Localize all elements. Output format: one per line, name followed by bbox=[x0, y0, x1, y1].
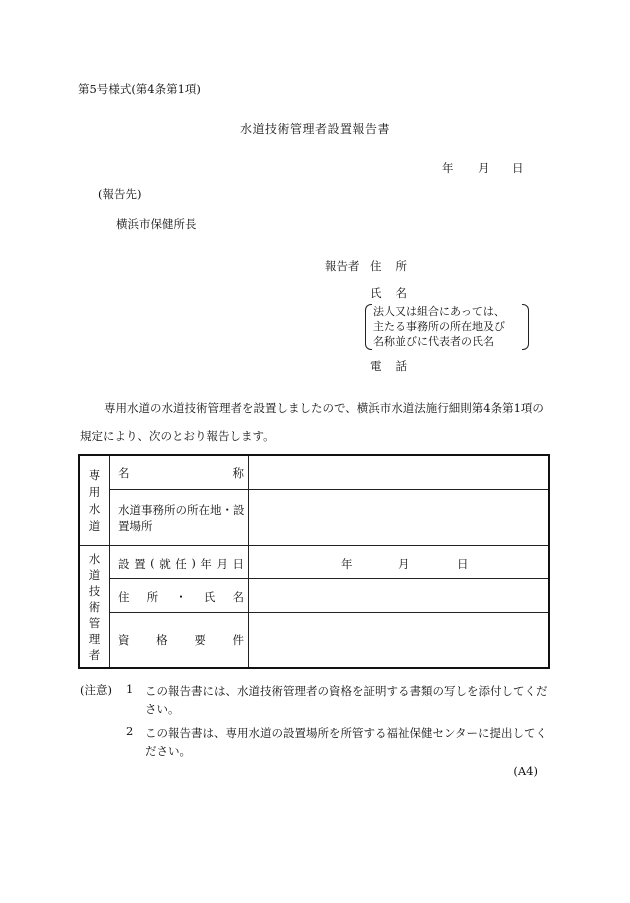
reporter-note-line: 主たる事務所の所在地及び bbox=[373, 320, 505, 333]
row-label-name: 名 称 bbox=[118, 466, 244, 480]
reporter-note-line: 名称並びに代表者の氏名 bbox=[373, 335, 494, 348]
reporter-phone-label: 電話 bbox=[370, 359, 421, 373]
group-label-water-tech-manager: 水 道 技 術 管 理 者 bbox=[88, 551, 101, 662]
notes-label: (注意) bbox=[80, 683, 112, 697]
paper-size-label: (A4) bbox=[513, 764, 538, 778]
document-title: 水道技術管理者設置報告書 bbox=[239, 122, 390, 136]
table-date-month: 月 bbox=[398, 557, 410, 571]
date-month: 月 bbox=[478, 161, 490, 175]
reporter-address-label: 住所 bbox=[370, 259, 421, 273]
note-number: 1 bbox=[126, 682, 134, 696]
table-date-year: 年 bbox=[341, 557, 353, 571]
reporter-label: 報告者 bbox=[325, 259, 360, 273]
note-item: この報告書には、水道技術管理者の資格を証明する書類の写しを添付してくだ さい。 bbox=[145, 684, 548, 716]
right-bracket bbox=[522, 304, 529, 350]
row-label-appointment-date: 設 置 ( 就 任 ) 年 月 日 bbox=[118, 556, 244, 571]
reporter-name-label: 氏名 bbox=[370, 286, 421, 300]
reporter-note-bracket bbox=[365, 304, 529, 350]
note-number: 2 bbox=[126, 724, 134, 738]
addressee-name: 横浜市保健所長 bbox=[116, 217, 197, 231]
date-day: 日 bbox=[512, 161, 524, 175]
group-label-dedicated-water: 専 用 水 道 bbox=[88, 467, 101, 533]
addressee-label: (報告先) bbox=[98, 187, 142, 201]
table-date-day: 日 bbox=[457, 557, 469, 571]
row-label-qualification: 資 格 要 件 bbox=[118, 633, 244, 647]
body-text-line: 規定により、次のとおり報告します。 bbox=[80, 429, 275, 443]
body-text-line: 専用水道の水道技術管理者を設置しましたので、横浜市水道法施行細則第4条第1項の bbox=[104, 401, 544, 415]
row-label-address-name: 住 所 ・ 氏 名 bbox=[118, 590, 244, 604]
report-table bbox=[78, 454, 550, 669]
left-bracket bbox=[365, 304, 372, 350]
date-year: 年 bbox=[442, 161, 454, 175]
row-label-office: 水道事務所の所在地・設 置場所 bbox=[118, 503, 245, 533]
form-number: 第5号様式(第4条第1項) bbox=[78, 82, 201, 96]
reporter-note-line: 法人又は組合にあっては、 bbox=[373, 305, 505, 318]
note-item: この報告書は、専用水道の設置場所を所管する福祉保健センターに提出してく ださい。 bbox=[145, 726, 548, 758]
